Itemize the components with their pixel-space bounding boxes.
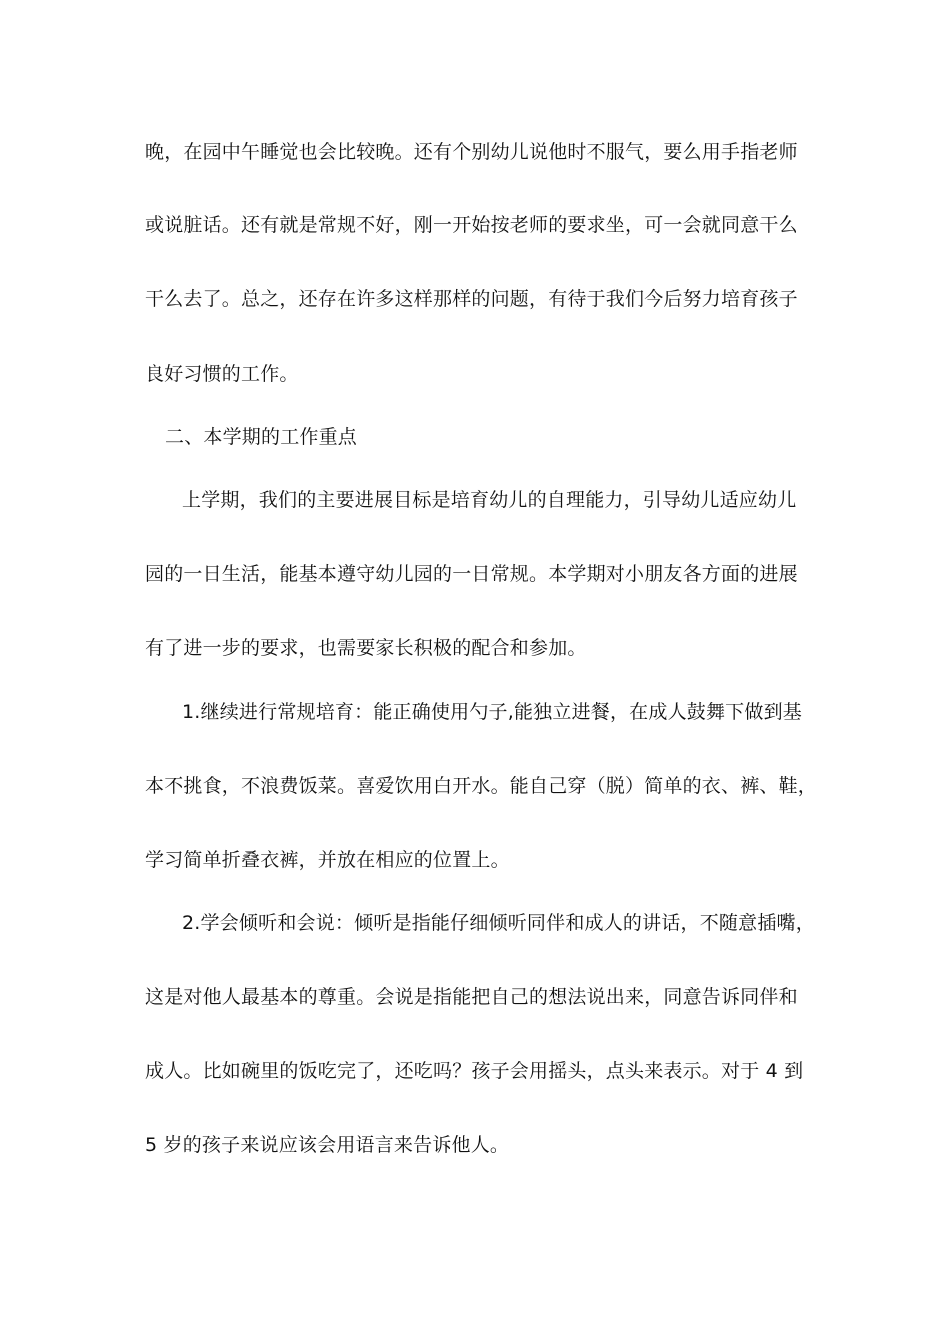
paragraph-line: 5 岁的孩子来说应该会用语言来告诉他人。 [145,1134,510,1156]
section-heading: 二、本学期的工作重点 [165,426,358,448]
paragraph-line: 干么去了。总之，还存在许多这样那样的问题，有待于我们今后努力培育孩子 [145,288,798,310]
list-item-line: 1.继续进行常规培育：能正确使用勺子,能独立进餐，在成人鼓舞下做到基 [182,701,802,723]
list-item-line: 2.学会倾听和会说：倾听是指能仔细倾听同伴和成人的讲话，不随意插嘴， [182,912,815,934]
paragraph-line: 这是对他人最基本的尊重。会说是指能把自己的想法说出来，同意告诉同伴和 [145,986,798,1008]
paragraph-line: 上学期，我们的主要进展目标是培育幼儿的自理能力，引导幼儿适应幼儿 [182,489,797,511]
paragraph-line: 或说脏话。还有就是常规不好，刚一开始按老师的要求坐，可一会就同意干么 [145,214,798,236]
paragraph-line: 晚，在园中午睡觉也会比较晚。还有个别幼儿说他时不服气，要么用手指老师 [145,141,798,163]
paragraph-line: 园的一日生活，能基本遵守幼儿园的一日常规。本学期对小朋友各方面的进展 [145,563,798,585]
paragraph-line: 学习简单折叠衣裤，并放在相应的位置上。 [145,849,510,871]
paragraph-line: 有了进一步的要求，也需要家长积极的配合和参加。 [145,637,587,659]
paragraph-line: 本不挑食，不浪费饭菜。喜爱饮用白开水。能自己穿（脱）简单的衣、裤、鞋， [145,775,818,797]
paragraph-line: 良好习惯的工作。 [145,363,299,385]
paragraph-line: 成人。比如碗里的饭吃完了，还吃吗？孩子会用摇头，点头来表示。对于 4 到 [145,1060,804,1082]
